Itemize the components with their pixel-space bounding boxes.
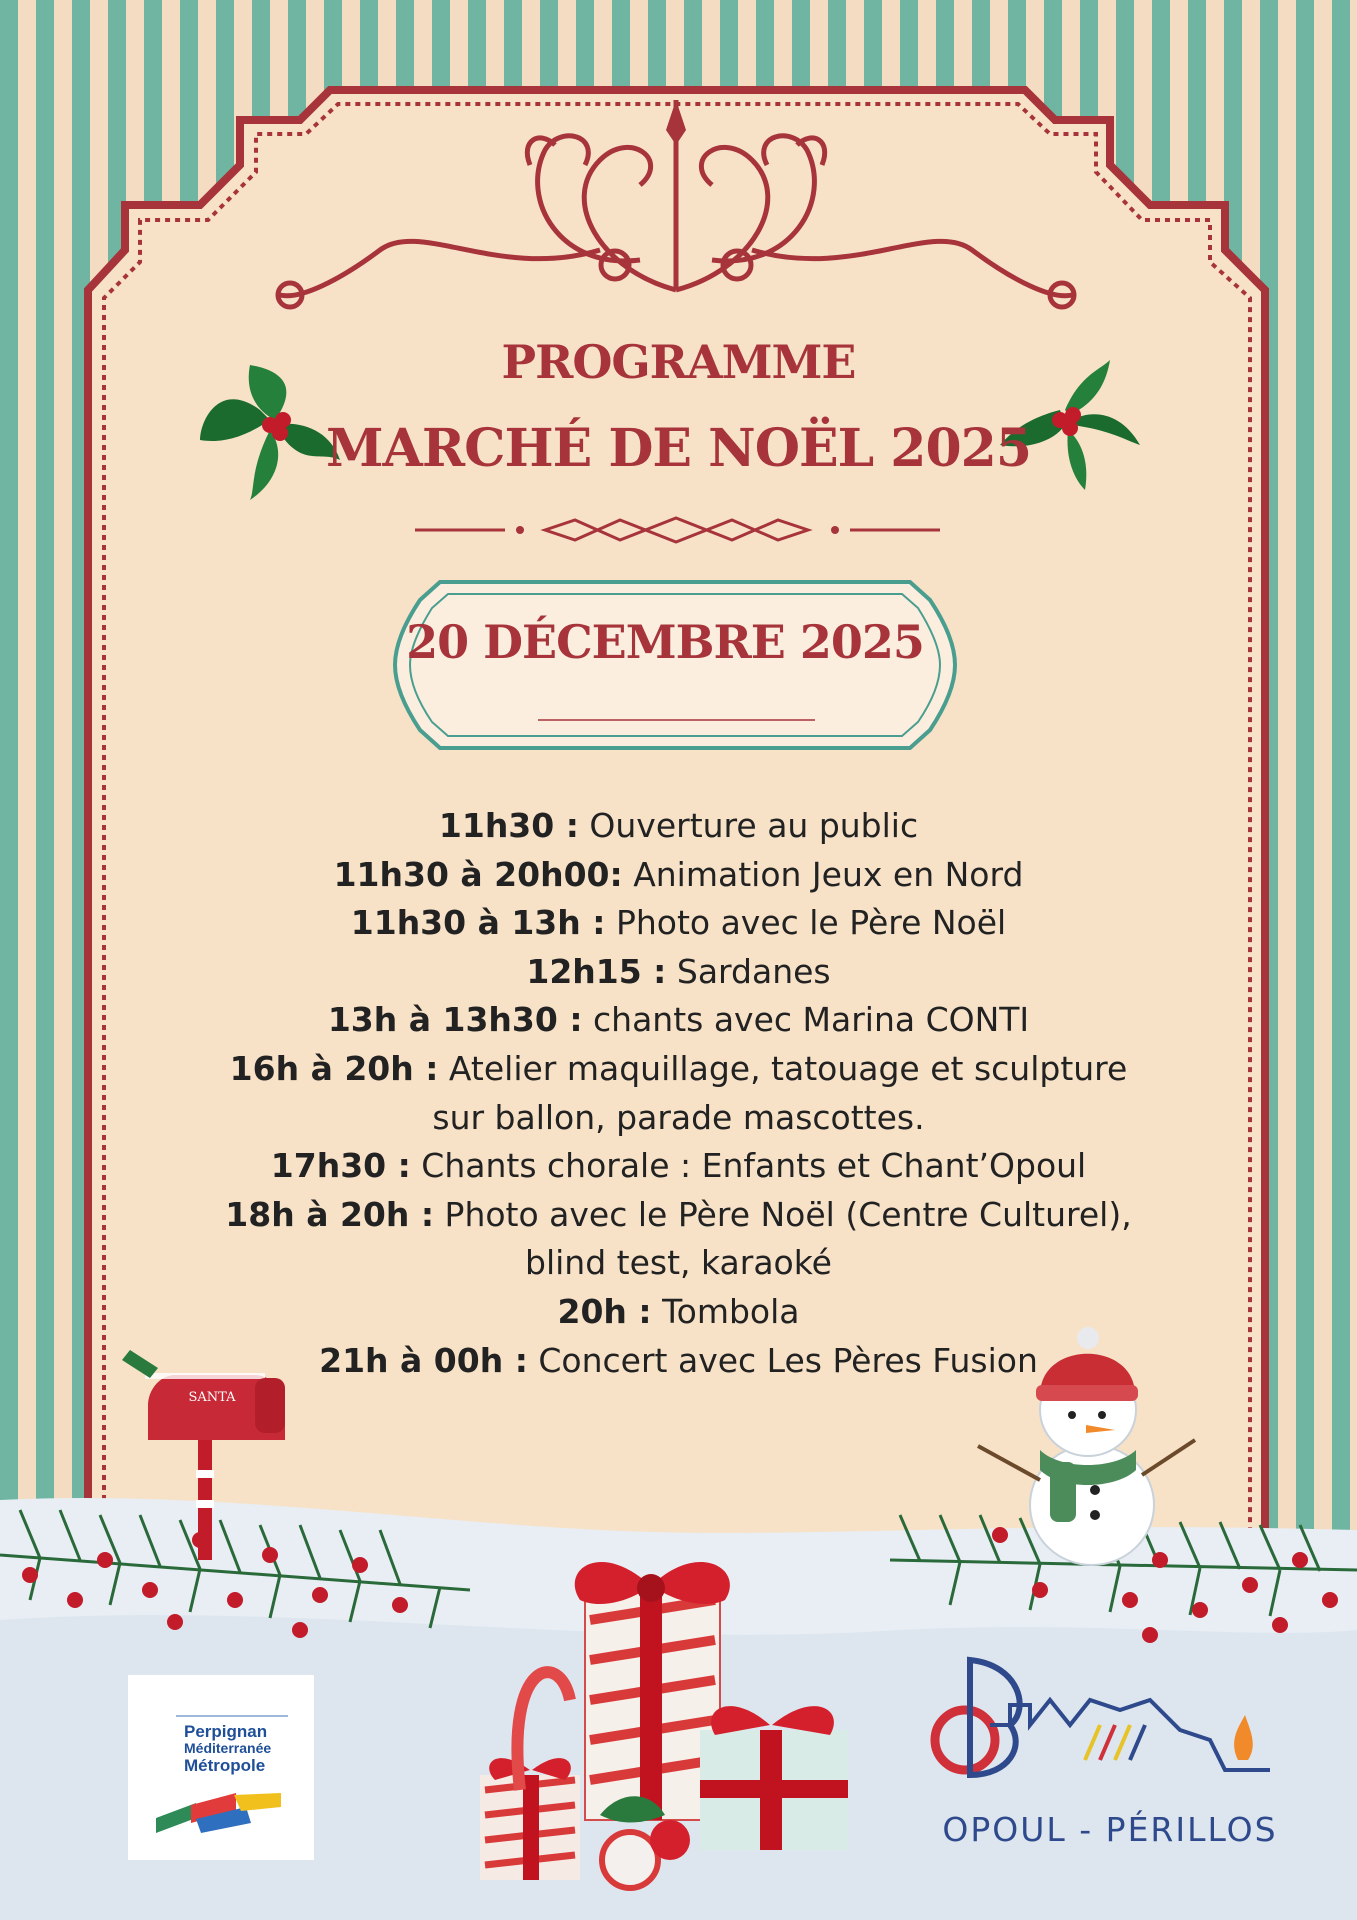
schedule-time: 17h30 : [270, 1146, 411, 1186]
schedule-row [180, 1045, 1177, 1142]
date-banner-text: 20 DÉCEMBRE 2025 [406, 615, 924, 669]
logo-text-metropole: Métropole [184, 1756, 266, 1775]
schedule-row [180, 1191, 1177, 1288]
schedule-activity: Sardanes [666, 951, 831, 991]
logo-text-mediterranee: Méditerranée [184, 1740, 272, 1756]
schedule-row [180, 996, 1177, 1045]
mailbox-label: SANTA [188, 1390, 236, 1405]
schedule-row [180, 802, 1177, 851]
schedule-time: 11h30 à 13h : [350, 903, 606, 943]
schedule-time: 18h à 20h : [225, 1194, 435, 1234]
schedule-list [180, 802, 1177, 1385]
schedule-time: 11h30 à 20h00: [333, 854, 623, 894]
schedule-time: 21h à 00h : [319, 1340, 528, 1380]
schedule-time: 11h30 : [438, 806, 579, 845]
perpignan-metropole-logo [128, 1675, 314, 1860]
schedule-activity: chants avec Marina CONTI [582, 1000, 1030, 1040]
schedule-activity: Concert avec Les Pères Fusion [527, 1340, 1038, 1380]
schedule-time: 12h15 : [526, 951, 667, 991]
title-line-2: MARCHÉ DE NOËL 2025 [325, 418, 1032, 479]
opoul-perillos-logo-text: OPOUL - PÉRILLOS [942, 1810, 1278, 1849]
schedule-time: 13h à 13h30 : [327, 1000, 583, 1040]
schedule-activity: Photo avec le Père Noël (Centre Culturel), blind test, karaoké [434, 1194, 1132, 1283]
schedule-time: 16h à 20h : [229, 1048, 439, 1088]
schedule-activity: Tombola [651, 1291, 800, 1331]
schedule-row [180, 948, 1177, 997]
schedule-activity: Chants chorale : Enfants et Chant’Opoul [410, 1146, 1087, 1186]
schedule-time: 20h : [557, 1291, 652, 1331]
title-line-1: PROGRAMME [501, 335, 856, 389]
schedule-row [180, 1142, 1177, 1191]
schedule-row [180, 1337, 1177, 1386]
schedule-activity: Ouverture au public [578, 806, 919, 845]
schedule-row [180, 1288, 1177, 1337]
logo-text-perpignan: Perpignan [184, 1722, 268, 1741]
schedule-activity: Photo avec le Père Noël [605, 903, 1007, 943]
schedule-row [180, 899, 1177, 948]
schedule-activity: Atelier maquillage, tatouage et sculpture sur ballon, parade mascottes. [432, 1048, 1128, 1137]
perpignan-logo-shapes [156, 1793, 286, 1833]
schedule-activity: Animation Jeux en Nord [622, 854, 1024, 894]
schedule-row [180, 851, 1177, 900]
